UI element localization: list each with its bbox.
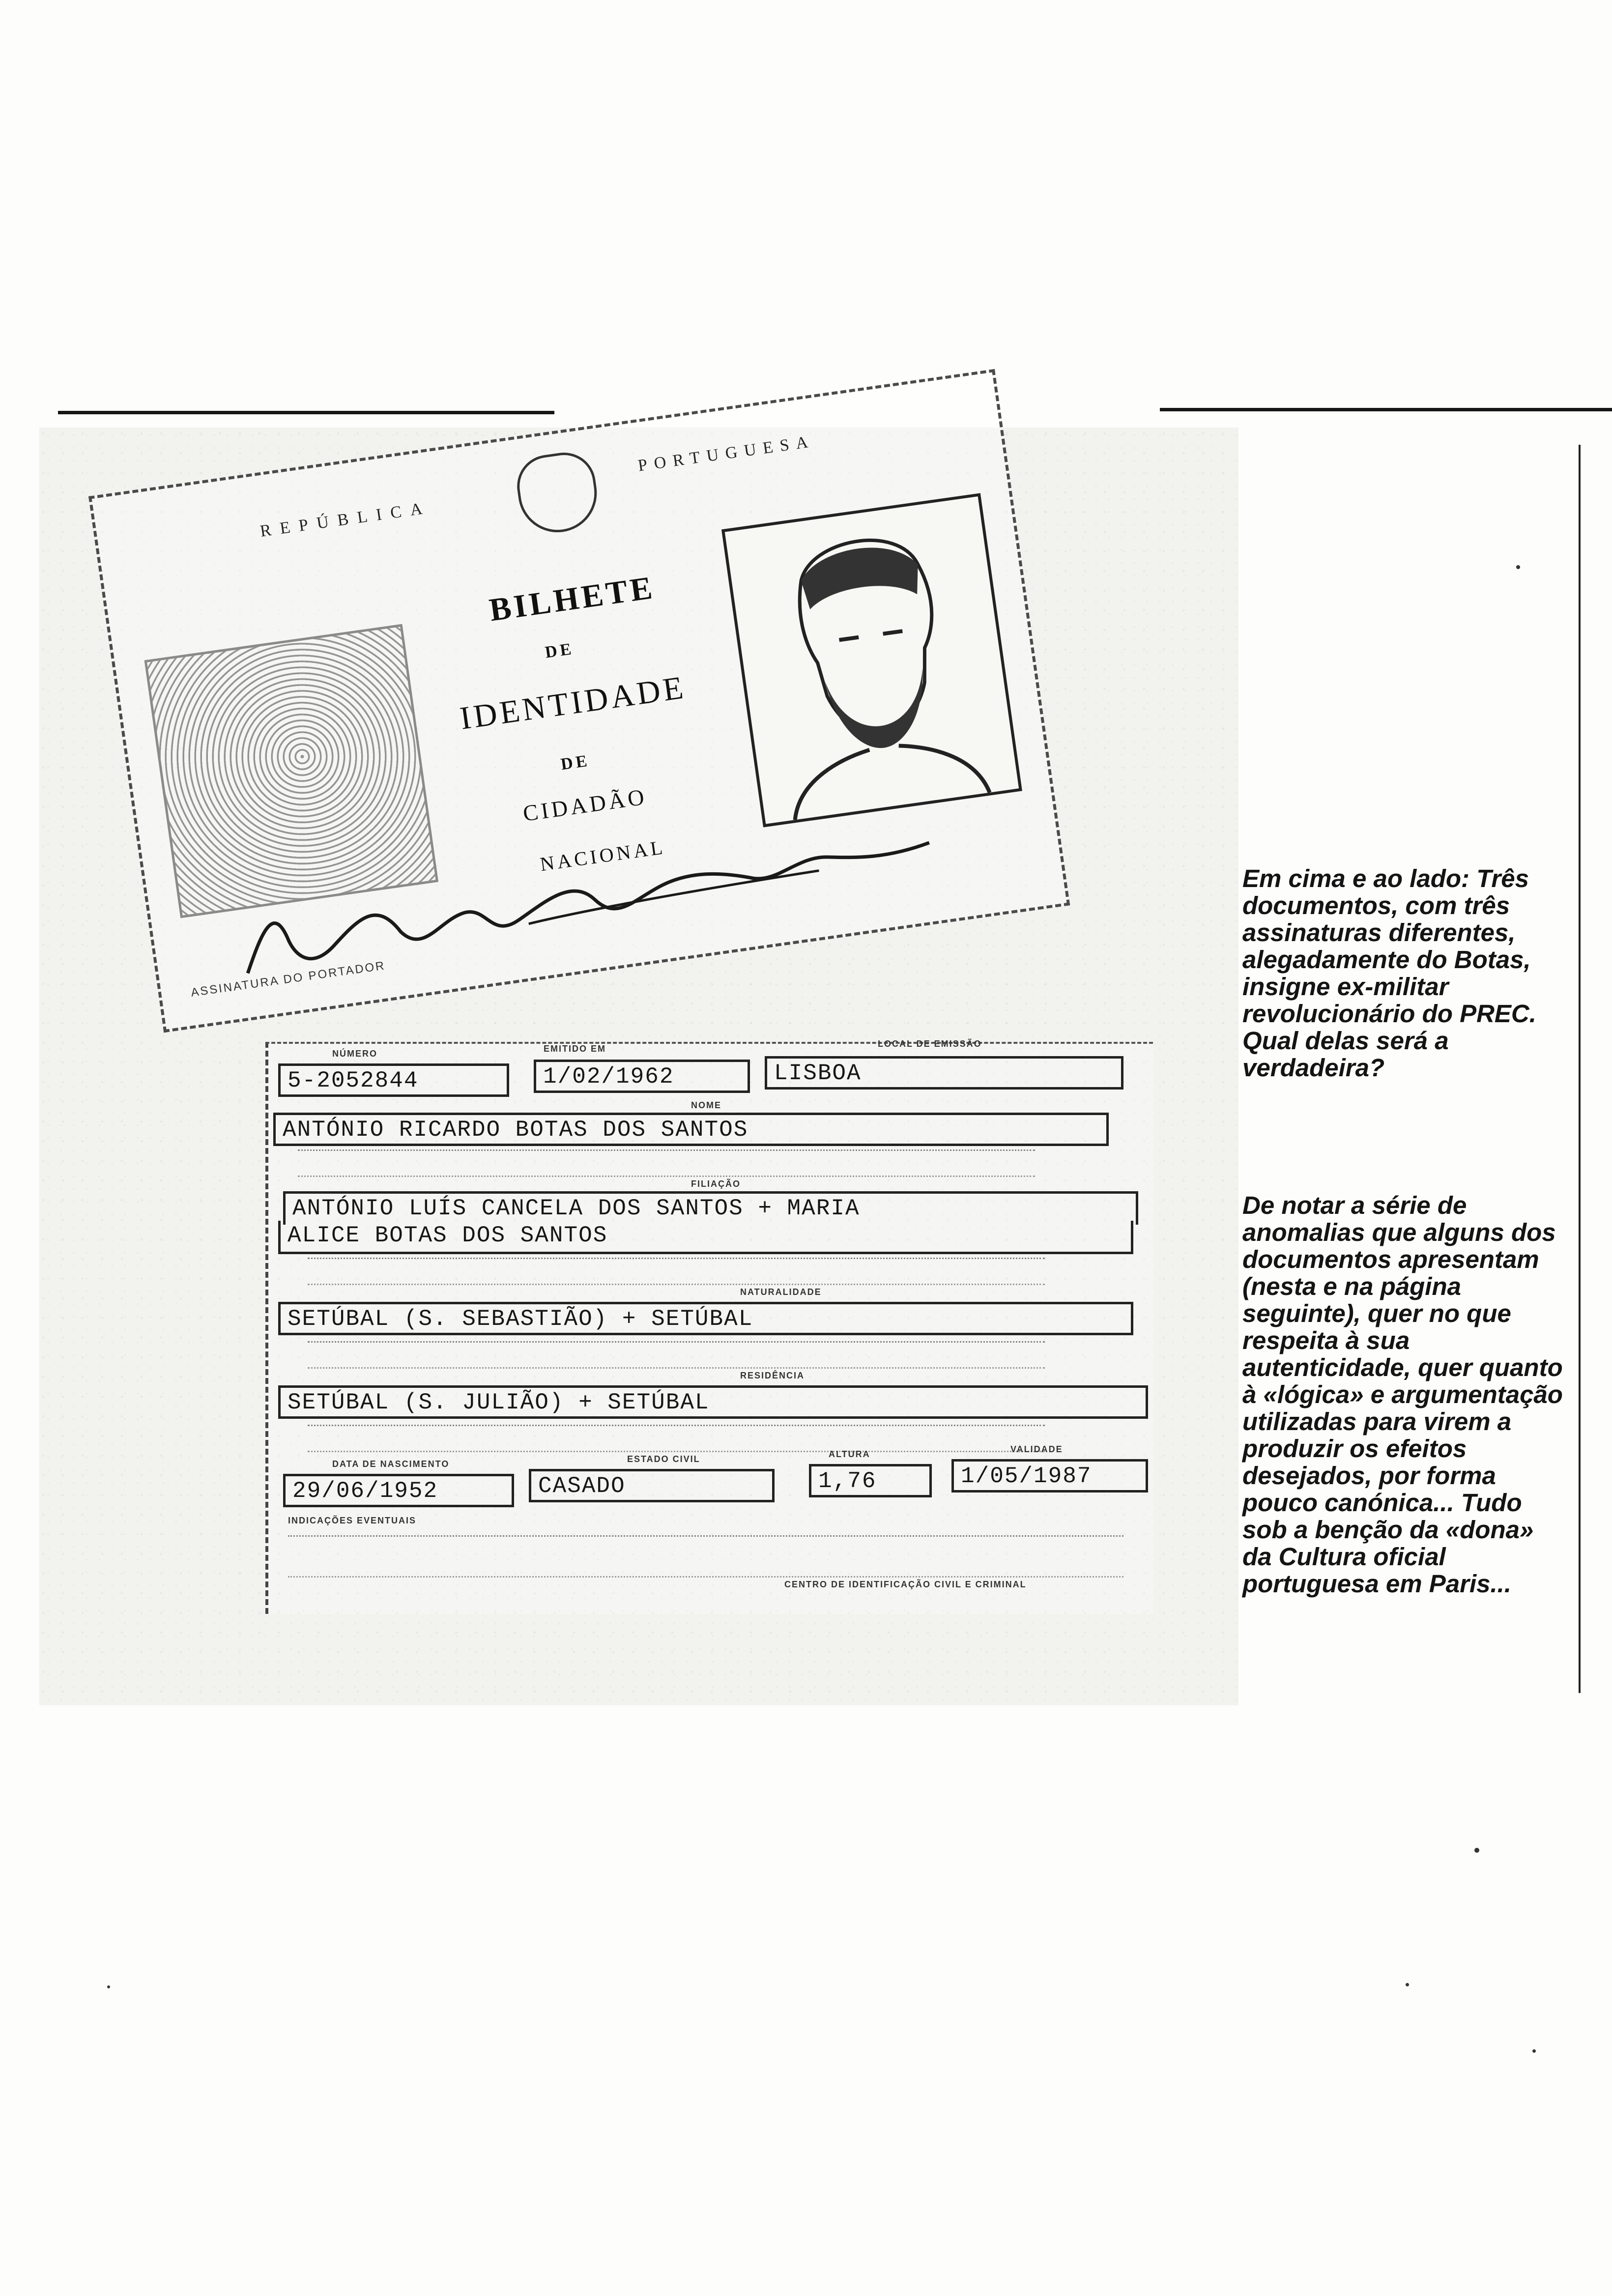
column-rule xyxy=(1579,445,1581,1693)
label-nascimento: DATA DE NASCIMENTO xyxy=(332,1459,450,1469)
label-validade: VALIDADE xyxy=(1010,1444,1063,1454)
speckle xyxy=(1406,1983,1409,1986)
header-republica: REPÚBLICA xyxy=(259,498,432,541)
header-portuguesa: PORTUGUESA xyxy=(636,432,816,475)
crest-icon xyxy=(513,449,602,538)
field-validade: 1/05/1987 xyxy=(951,1459,1148,1492)
title-cidadao: CIDADÃO xyxy=(521,784,649,826)
field-nascimento: 29/06/1952 xyxy=(283,1474,514,1507)
signature-label: ASSINATURA DO PORTADOR xyxy=(190,959,387,1000)
label-estado: ESTADO CIVIL xyxy=(627,1454,700,1464)
fingerprint-icon xyxy=(144,624,439,918)
dotted-row xyxy=(308,1258,1045,1285)
dotted-block xyxy=(288,1535,1123,1578)
label-naturalidade: NATURALIDADE xyxy=(740,1287,822,1297)
scanned-documents xyxy=(39,428,1238,1705)
caption-paragraph-1: Em cima e ao lado: Três documentos, com três assinaturas diferentes, alegadamente do Botas, insigne ex-militar revolucionário do PREC. Qual delas será a verdadeira? xyxy=(1242,864,1536,1082)
label-filiacao: FILIAÇÃO xyxy=(691,1179,741,1189)
speckle xyxy=(1532,2049,1536,2053)
label-numero: NÚMERO xyxy=(332,1049,377,1059)
top-rule-left xyxy=(58,411,554,414)
dotted-row xyxy=(308,1425,1045,1452)
label-centro: CENTRO DE IDENTIFICAÇÃO CIVIL E CRIMINAL xyxy=(784,1579,1027,1589)
title-nacional: NACIONAL xyxy=(539,835,667,876)
title-de: DE xyxy=(559,751,591,774)
field-naturalidade: SETÚBAL (S. SEBASTIÃO) + SETÚBAL xyxy=(278,1302,1133,1335)
field-filiacao-2: ALICE BOTAS DOS SANTOS xyxy=(278,1221,1133,1254)
label-nome: NOME xyxy=(691,1100,721,1110)
title-identidade: IDENTIDADE xyxy=(458,669,689,737)
top-rule-right xyxy=(1160,408,1612,411)
label-residencia: RESIDÊNCIA xyxy=(740,1371,805,1380)
portrait-photo xyxy=(721,493,1022,827)
field-numero: 5-2052844 xyxy=(278,1063,509,1097)
speckle xyxy=(1516,565,1520,569)
field-residencia: SETÚBAL (S. JULIÃO) + SETÚBAL xyxy=(278,1385,1148,1419)
field-altura: 1,76 xyxy=(809,1464,932,1497)
field-local: LISBOA xyxy=(765,1056,1123,1090)
dotted-row xyxy=(298,1149,1035,1177)
speckle xyxy=(1474,1848,1479,1853)
speckle xyxy=(107,1985,110,1988)
field-filiacao-1: ANTÓNIO LUÍS CANCELA DOS SANTOS + MARIA xyxy=(283,1191,1138,1225)
label-indicacoes: INDICAÇÕES EVENTUAIS xyxy=(288,1516,417,1525)
caption-paragraph-2: De notar a série de anomalias que alguns dos documentos apresentam (nesta e na página seguinte), quer no que respeita à sua autenticidade, quer quanto à «lógica» e argumentação utilizadas para virem a produzir os efeitos desejados, por forma pouco canónica... Tudo sob a benção da «dona» da Cultura oficial portuguesa em Paris... xyxy=(1242,1191,1563,1598)
label-local: LOCAL DE EMISSÃO xyxy=(878,1039,982,1049)
field-nome: ANTÓNIO RICARDO BOTAS DOS SANTOS xyxy=(273,1113,1109,1146)
old-identity-card xyxy=(88,369,1070,1033)
label-altura: ALTURA xyxy=(829,1449,870,1459)
title-bilhete: BILHETE xyxy=(487,569,658,629)
label-emitido: EMITIDO EM xyxy=(544,1044,606,1054)
field-estado: CASADO xyxy=(529,1469,775,1502)
title-de: DE xyxy=(544,639,576,662)
portrait-sketch-icon xyxy=(725,496,1019,824)
new-identity-card-form xyxy=(265,1039,1153,1614)
dotted-row xyxy=(308,1341,1045,1369)
field-emitido: 1/02/1962 xyxy=(534,1060,750,1093)
